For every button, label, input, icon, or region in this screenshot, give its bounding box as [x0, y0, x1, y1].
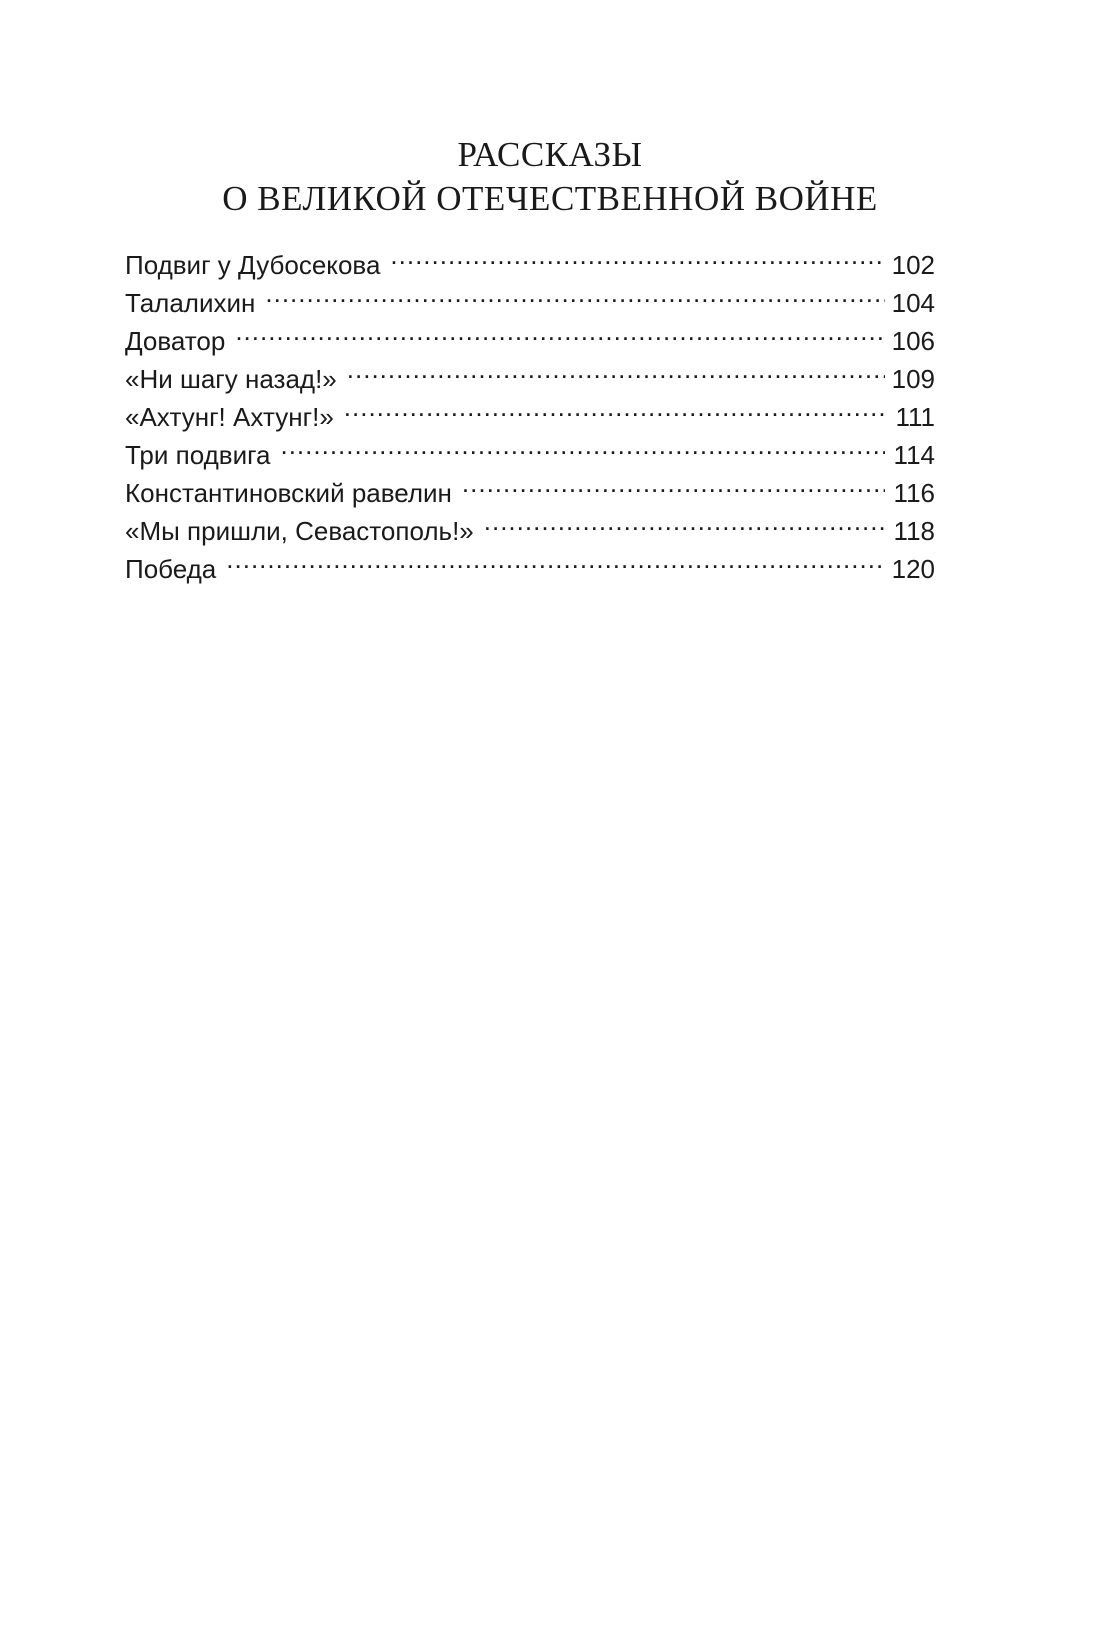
toc-entry-page: 111 — [895, 402, 935, 432]
toc-entry-title: Победа — [125, 554, 217, 584]
toc-dot-leader — [462, 464, 885, 502]
toc-entry-title: «Ни шагу назад!» — [125, 364, 337, 394]
toc-entry[interactable] — [125, 236, 935, 280]
toc-entry-title: Подвиг у Дубосекова — [125, 250, 381, 280]
table-of-contents — [125, 236, 935, 584]
section-title — [0, 133, 1100, 221]
toc-entry-title: Константиновский равелин — [125, 478, 452, 508]
toc-dot-leader — [344, 388, 885, 426]
toc-dot-leader — [226, 540, 885, 578]
toc-entry-title: Доватор — [125, 326, 226, 356]
toc-entry-title: Три подвига — [125, 440, 271, 470]
toc-entry-page: 104 — [891, 288, 935, 318]
section-title-line-1: РАССКАЗЫ — [457, 135, 643, 174]
section-title-line-2: О ВЕЛИКОЙ ОТЕЧЕСТВЕННОЙ ВОЙНЕ — [222, 179, 878, 218]
toc-dot-leader — [235, 312, 885, 350]
toc-entry-page: 102 — [891, 250, 935, 280]
toc-dot-leader — [484, 502, 885, 540]
toc-entry-title: «Мы пришли, Севастополь!» — [125, 516, 474, 546]
toc-dot-leader — [390, 236, 885, 274]
toc-entry-page: 114 — [893, 440, 935, 470]
toc-dot-leader — [280, 426, 885, 464]
toc-entry-page: 106 — [891, 326, 935, 356]
toc-entry-page: 120 — [891, 554, 935, 584]
toc-entry[interactable] — [125, 350, 935, 394]
toc-dot-leader — [347, 350, 885, 388]
toc-entry-title: «Ахтунг! Ахтунг!» — [125, 402, 334, 432]
toc-entry-page: 118 — [893, 516, 935, 546]
toc-entry[interactable] — [125, 312, 935, 356]
toc-dot-leader — [265, 274, 885, 312]
toc-entry-page: 116 — [893, 478, 935, 508]
toc-entry-title: Талалихин — [125, 288, 256, 318]
toc-entry-page: 109 — [891, 364, 935, 394]
toc-entry[interactable] — [125, 540, 935, 584]
